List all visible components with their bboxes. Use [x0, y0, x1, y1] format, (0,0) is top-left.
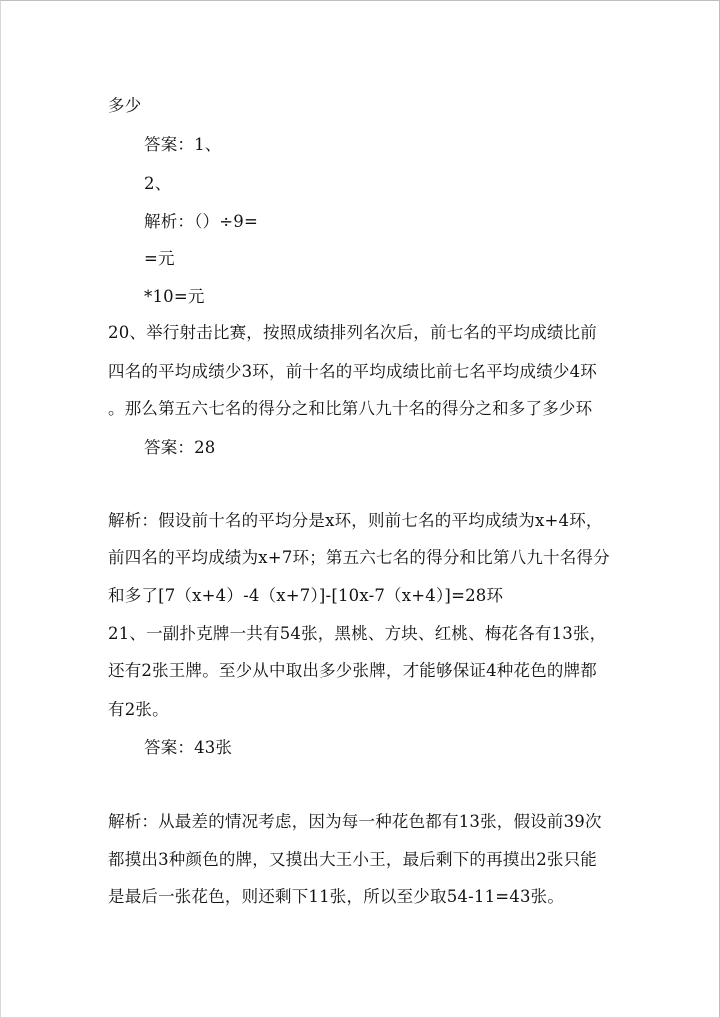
- analysis-line: 前四名的平均成绩为x+7环；第五六七名的得分和比第八九十名得分: [108, 548, 610, 567]
- analysis-line: 解析：（）÷9=: [144, 212, 258, 231]
- question-line: 。那么第五六七名的得分之和比第八九十名的得分之和多了多少环: [108, 399, 593, 418]
- answer-line: 答案：1、: [144, 135, 222, 154]
- question-line: 20、举行射击比赛，按照成绩排列名次后，前七名的平均成绩比前: [108, 323, 597, 342]
- analysis-line: 是最后一张花色，则还剩下11张，所以至少取54-11=43张。: [108, 887, 565, 906]
- text-line: 2、: [144, 174, 172, 193]
- analysis-line: 都摸出3种颜色的牌，又摸出大王小王，最后剩下的再摸出2张只能: [108, 850, 597, 869]
- text-line: *10=元: [144, 287, 205, 306]
- analysis-line: 解析：从最差的情况考虑，因为每一种花色都有13张，假设前39次: [108, 812, 602, 831]
- question-line: 四名的平均成绩少3环，前十名的平均成绩比前七名平均成绩少4环: [108, 362, 597, 381]
- analysis-line: 和多了[7（x+4）-4（x+7）]-[10x-7（x+4）]=28环: [108, 586, 504, 605]
- text-line: =元: [144, 249, 175, 268]
- text-line: 多少: [108, 96, 142, 115]
- question-line: 21、一副扑克牌一共有54张，黑桃、方块、红桃、梅花各有13张，: [108, 624, 607, 643]
- answer-line: 答案：43张: [144, 738, 233, 757]
- analysis-line: 解析：假设前十名的平均分是x环，则前七名的平均成绩为x+4环，: [108, 511, 603, 530]
- question-line: 有2张。: [108, 700, 169, 719]
- answer-line: 答案：28: [144, 438, 216, 457]
- question-line: 还有2张王牌。至少从中取出多少张牌，才能够保证4种花色的牌都: [108, 661, 597, 680]
